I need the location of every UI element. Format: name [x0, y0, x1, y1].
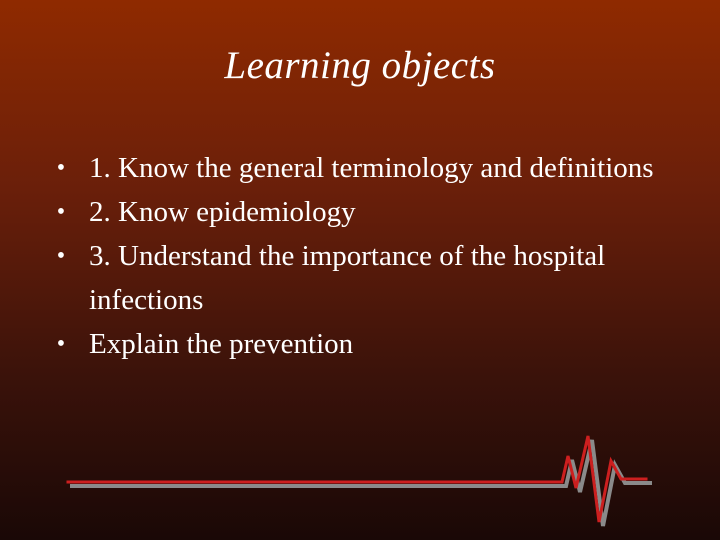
ecg-main-line	[68, 436, 646, 522]
slide-title: Learning objects	[224, 44, 496, 87]
bullet-text: 2. Know epidemiology	[89, 196, 356, 228]
ecg-shadow-line	[72, 440, 650, 526]
bullet-dot-icon: •	[56, 243, 66, 269]
bullet-dot-icon: •	[56, 199, 66, 225]
bullet-text: Explain the prevention	[89, 328, 354, 360]
bullet-item	[54, 146, 694, 190]
bullet-dot-icon: •	[56, 155, 66, 181]
bullet-text: 1. Know the general terminology and definitions	[89, 152, 654, 184]
bullet-item	[54, 322, 694, 366]
bullet-item	[54, 234, 694, 322]
bullet-list	[54, 146, 694, 366]
bullet-item	[54, 190, 694, 234]
bullet-dot-icon: •	[56, 331, 66, 357]
bullet-text: 3. Understand the importance of the hospital infections	[89, 240, 606, 316]
